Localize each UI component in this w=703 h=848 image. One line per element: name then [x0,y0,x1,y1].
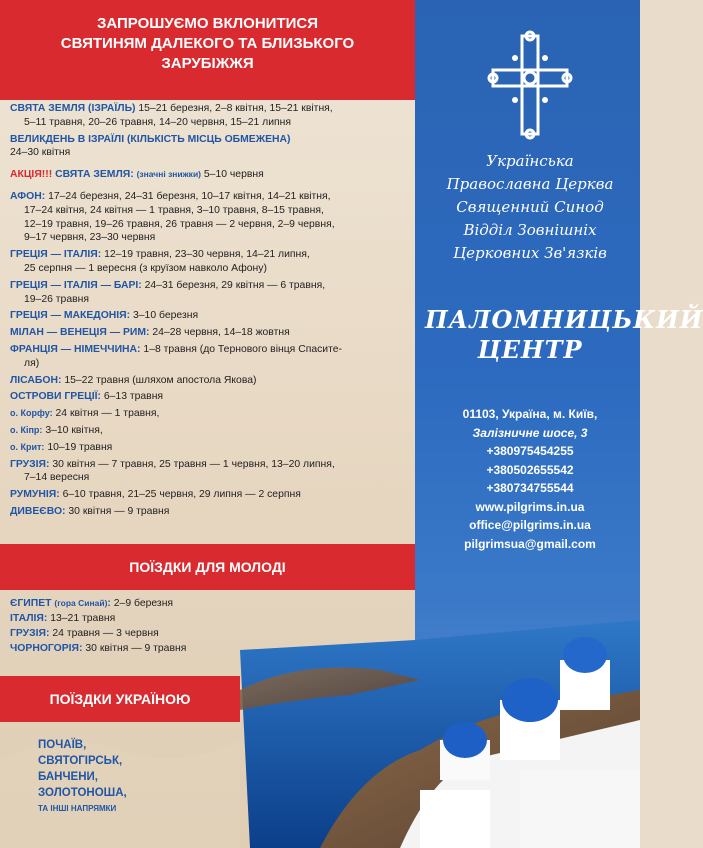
trip-colon: : [107,598,111,609]
youth-trip [10,626,406,641]
trip-note: (гора Синай) [54,598,108,608]
trip-dates: 2–9 березня [113,598,174,609]
tour-dates: 6–10 травня, 21–25 червня, 29 липня — 2 серпня [62,489,301,501]
org-line: Церковних Зв'язків [453,244,607,262]
tour-dates: 30 квітня — 7 травня, 25 травня — 1 червня, 13–20 липня, [52,458,335,470]
tour-dates: 17–24 березня, 24–31 березня, 10–17 квітня, 14–21 квітня, [48,190,331,202]
tour-dates: 5–11 травня, 20–26 травня, 14–20 червня, 15–21 липня [24,116,292,128]
youth-trip [10,596,406,611]
trip-destination: ІТАЛІЯ: [10,613,48,624]
place-other: ТА ІНШІ НАПРЯМКИ [38,804,117,813]
tours-list [10,102,406,522]
trip-destination: ЄГИПЕТ [10,598,52,609]
tour-destination: ЛІСАБОН: [10,374,62,386]
tour-dates: 15–22 травня (шляхом апостола Якова) [64,374,257,386]
tour-greece-italy-bari [10,279,406,307]
tour-dates: ля) [24,357,40,369]
tour-dates: 30 квітня — 9 травня [68,505,170,517]
trip-destination: ЧОРНОГОРІЯ: [10,643,83,654]
phone-number[interactable]: +380502655542 [486,462,574,477]
tour-destination: МІЛАН — ВЕНЕЦІЯ — РИМ: [10,327,150,339]
tour-georgia [10,458,406,486]
org-line: Відділ Зовнішніх [463,221,597,239]
trip-destination: ГРУЗІЯ: [10,628,50,639]
tour-destination: ОСТРОВИ ГРЕЦІЇ: [10,391,101,403]
place-item: ПОЧАЇВ, [38,739,87,751]
youth-trip [10,611,406,626]
org-line: Українська [486,152,574,170]
tour-destination: СВЯТА ЗЕМЛЯ: [55,169,134,181]
address-line: Залізничне шосе, 3 [472,425,588,440]
tour-destination: о. Крит: [10,441,45,452]
tour-destination: ДИВЕЄВО: [10,505,66,517]
tour-destination: о. Кіпр: [10,424,43,435]
tour-cyprus [10,424,406,438]
tour-greek-islands [10,390,406,404]
tour-dates: 3–10 березня [133,310,199,322]
tour-diveevo [10,505,406,519]
tour-dates: 12–19 травня, 23–30 червня, 14–21 липня, [104,249,310,261]
youth-list [10,596,406,656]
tour-dates: 17–24 квітня, 24 квітня — 1 травня, 3–10 травня, 8–15 травня, [24,204,324,216]
email-link[interactable]: pilgrimsua@gmail.com [464,536,596,551]
tour-destination: ВЕЛИКДЕНЬ В ІЗРАЇЛІ (КІЛЬКІСТЬ МІСЦЬ ОБМЕЖЕНА) [10,133,291,145]
ukraine-banner: ПОЇЗДКИ УКРАЇНОЮ [0,676,240,722]
address-line: 01103, Україна, м. Київ, [462,407,598,421]
phone-number[interactable]: +380975454255 [486,444,574,458]
tour-destination: РУМУНІЯ: [10,489,60,501]
tour-dates: 25 серпня — 1 вересня (з круїзом навколо Афону) [24,262,267,274]
youth-trip [10,641,406,656]
tour-dates: 24–28 червня, 14–18 жовтня [152,327,290,339]
org-line: Священний Синод [456,198,604,216]
tour-dates: 15–21 березня, 2–8 квітня, 15–21 квітня, [138,103,333,114]
tour-destination: ГРЕЦІЯ — МАКЕДОНІЯ: [10,310,131,322]
tour-greece-italy [10,248,406,276]
tour-athos [10,190,406,245]
tour-dates: 1–8 травня (до Тернового вінця Спасите- [143,343,342,355]
email-link[interactable]: office@pilgrims.in.ua [469,518,591,532]
tour-crete [10,441,406,455]
place-item: ЗОЛОТОНОША, [38,787,127,799]
tour-easter-israel [10,133,406,161]
tour-lisbon [10,374,406,388]
tour-dates: 19–26 травня [24,293,89,305]
tour-dates: 24–30 квітня [10,147,71,159]
tour-dates: 24–31 березня, 29 квітня — 6 травня, [144,279,326,291]
trip-dates: 13–21 травня [50,613,116,624]
tour-dates: 24 квітня — 1 травня, [55,408,160,420]
tour-dates: 10–19 травня [47,441,113,453]
org-line: Православна Церква [446,175,614,193]
tour-promo [10,168,406,182]
tour-dates: 3–10 квітня, [45,424,103,436]
header-line-2: СВЯТИНЯМ ДАЛЕКОГО ТА БЛИЗЬКОГО [60,35,355,52]
tour-destination: АФОН: [10,190,46,202]
orthodox-cross-icon [485,30,575,140]
website-link[interactable]: www.pilgrims.in.ua [475,499,585,514]
tour-destination: ГРЕЦІЯ — ІТАЛІЯ — БАРІ: [10,279,142,291]
tour-dates: 12–19 травня, 19–26 травня, 26 травня — 2 червня, 2–9 червня, [24,218,335,230]
tour-greece-macedonia [10,309,406,323]
contact-info [425,405,635,553]
tour-romania [10,488,406,502]
ukraine-places [38,737,238,817]
header-banner [0,0,415,100]
tour-dates: 5–10 червня [203,169,264,181]
tour-corfu [10,407,406,421]
place-item: БАНЧЕНИ, [38,771,98,783]
promo-label: АКЦІЯ!!! [10,169,53,181]
trip-dates: 24 травня — 3 червня [52,628,159,639]
youth-banner: ПОЇЗДКИ ДЛЯ МОЛОДІ [0,544,415,590]
tour-destination: ГРЕЦІЯ — ІТАЛІЯ: [10,249,102,261]
tour-dates: 7–14 вересня [24,472,90,484]
tour-dates: 9–17 червня, 23–30 червня [24,232,156,244]
header-line-1: ЗАПРОШУЄМО ВКЛОНИТИСЯ [96,15,319,32]
tour-destination: СВЯТА ЗЕМЛЯ (ІЗРАЇЛЬ) [10,103,136,114]
header-line-3: ЗАРУБІЖЖЯ [161,55,254,72]
organization-name [425,150,635,265]
tour-destination: ГРУЗІЯ: [10,458,50,470]
place-item: СВЯТОГІРСЬК, [38,755,123,767]
tour-france-germany [10,343,406,371]
phone-number[interactable]: +380734755544 [486,481,574,495]
pilgrim-center-title [425,305,703,365]
trip-dates: 30 квітня — 9 травня [85,643,187,654]
tour-milan-venice-rome [10,326,406,340]
center-line-2: ЦЕНТР [477,335,583,364]
tour-destination: о. Корфу: [10,408,53,419]
tour-holy-land [10,102,406,130]
tour-note: (значні знижки) [136,169,201,180]
tour-destination: ФРАНЦІЯ — НІМЕЧЧИНА: [10,343,141,355]
tour-dates: 6–13 травня [103,391,164,403]
center-line-1: ПАЛОМНИЦЬКИЙ [425,305,703,334]
